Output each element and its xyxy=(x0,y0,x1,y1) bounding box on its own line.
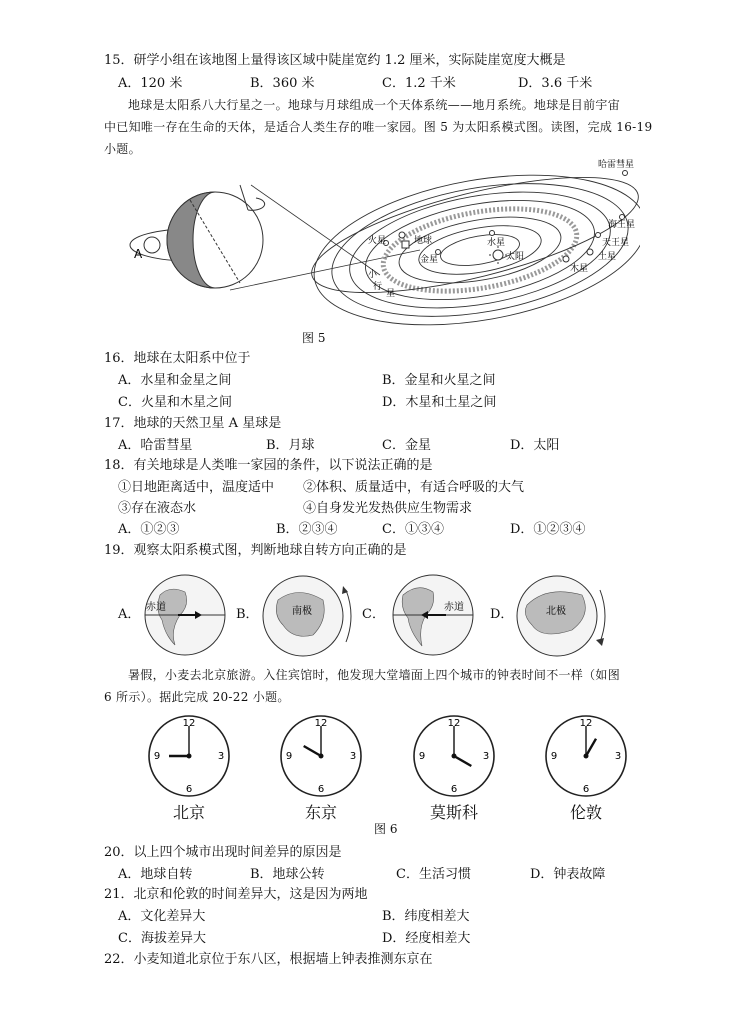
label-venus: 金星 xyxy=(420,255,439,265)
q18-option-a: A．①②③ xyxy=(118,522,180,537)
clock-face xyxy=(542,712,630,800)
label-sun: 太阳 xyxy=(506,252,525,262)
label-a: A xyxy=(134,247,143,261)
q15-option-c: C．1.2 千米 xyxy=(382,76,456,91)
q19-globe-c xyxy=(388,570,478,660)
q19-globe-b xyxy=(258,570,358,662)
q20-option-d: D．钟表故障 xyxy=(530,867,606,882)
intro-paragraph-2 xyxy=(104,664,726,708)
label-neptune: 海王星 xyxy=(608,220,636,230)
intro2-line1: 暑假，小麦去北京旅游。入住宾馆时，他发现大堂墙面上四个城市的钟表时间不一样（如图 xyxy=(128,668,621,682)
clock-numeral: 3 xyxy=(217,751,225,762)
clock-center-dot xyxy=(319,754,324,759)
q18-option-d: D．①②③④ xyxy=(510,522,586,537)
q19-letter-a: A． xyxy=(118,607,141,622)
q18-option-b: B．②③④ xyxy=(276,522,338,537)
clock-city-label: 伦敦 xyxy=(569,803,602,822)
q15-option-b: B．360 米 xyxy=(250,76,315,91)
clock-numeral: 6 xyxy=(317,784,325,795)
q16-stem: 16．地球在太阳系中位于 xyxy=(104,351,251,366)
label-jupiter: 木星 xyxy=(570,264,589,274)
moon-circle xyxy=(144,237,160,253)
clock-numeral: 6 xyxy=(185,784,193,795)
q15-stem: 15．研学小组在该地图上量得该区域中陡崖宽约 1.2 厘米，实际陡崖宽度大概是 xyxy=(104,53,566,68)
q19-label-d: 北极 xyxy=(546,606,566,617)
q16-option-c: C．火星和木星之间 xyxy=(118,395,232,410)
clock-numeral: 6 xyxy=(582,784,590,795)
label-asteroid-3: 星 xyxy=(386,289,396,299)
q19-globe-d xyxy=(512,570,612,662)
q19-letter-d: D． xyxy=(490,607,514,622)
q17-stem: 17．地球的天然卫星 A 星球是 xyxy=(104,416,282,431)
q17-option-c: C．金星 xyxy=(382,438,431,453)
q21-option-a: A．文化差异大 xyxy=(118,909,206,924)
clock-numeral: 9 xyxy=(285,751,293,762)
q17-option-b: B．月球 xyxy=(266,438,315,453)
q17-option-a: A．哈雷彗星 xyxy=(118,438,193,453)
clock-face xyxy=(410,712,498,800)
clock-center-dot xyxy=(187,754,192,759)
clock-numeral: 12 xyxy=(447,718,461,729)
clock-face xyxy=(145,712,233,800)
q21-option-b: B．纬度相差大 xyxy=(382,909,470,924)
intro-paragraph-1 xyxy=(104,94,726,160)
label-asteroid-1: 小 xyxy=(368,270,378,280)
intro1-line3: 小题。 xyxy=(104,142,141,156)
q20-stem: 20．以上四个城市出现时间差异的原因是 xyxy=(104,845,342,860)
clock-city-label: 北京 xyxy=(172,803,205,822)
q16-option-a: A．水星和金星之间 xyxy=(118,373,232,388)
q19-label-b: 南极 xyxy=(292,606,312,617)
intro2-line2: 6 所示）。据此完成 20-22 小题。 xyxy=(104,690,290,704)
clock-numeral: 12 xyxy=(579,718,593,729)
intro1-line2: 中已知唯一存在生命的天体，是适合人类生存的唯一家园。图 5 为太阳系模式图。读图，完成 16-19 xyxy=(104,120,653,134)
q19-stem: 19．观察太阳系模式图，判断地球自转方向正确的是 xyxy=(104,543,407,558)
clock-city-label: 莫斯科 xyxy=(429,803,478,822)
q19-globe-a xyxy=(140,570,230,660)
q18-option-c: C．①③④ xyxy=(382,522,444,537)
q17-option-d: D．太阳 xyxy=(510,438,560,453)
label-asteroid-2: 行 xyxy=(373,282,383,292)
label-saturn: 土星 xyxy=(598,252,617,262)
figure-6-caption: 图 6 xyxy=(374,822,398,836)
label-uranus: 天王星 xyxy=(602,238,630,248)
q18-item-2: ②体积、质量适中，有适合呼吸的大气 xyxy=(303,480,525,495)
q15-option-a: A．120 米 xyxy=(118,76,183,91)
clock-center-dot xyxy=(584,754,589,759)
q22-stem: 22．小麦知道北京位于东八区，根据墙上钟表推测东京在 xyxy=(104,952,433,967)
q18-item-3: ③存在液态水 xyxy=(118,501,197,516)
clock-numeral: 9 xyxy=(418,751,426,762)
q21-option-c: C．海拔差异大 xyxy=(118,931,206,946)
clock-numeral: 3 xyxy=(614,751,622,762)
label-mars: 火星 xyxy=(368,236,387,246)
figure-5-caption: 图 5 xyxy=(302,331,326,345)
clock-numeral: 3 xyxy=(349,751,357,762)
q18-stem: 18．有关地球是人类唯一家园的条件，以下说法正确的是 xyxy=(104,458,433,473)
clock-numeral: 9 xyxy=(550,751,558,762)
clock-numeral: 12 xyxy=(182,718,196,729)
clock-numeral: 3 xyxy=(482,751,490,762)
q19-d-arrow-icon xyxy=(596,638,604,646)
intro1-line1: 地球是太阳系八大行星之一。地球与月球组成一个天体系统——地月系统。地球是目前宇宙 xyxy=(128,98,621,112)
figure-5-solar-system xyxy=(120,155,640,335)
label-halley: 哈雷彗星 xyxy=(598,160,635,170)
q19-letter-b: B． xyxy=(236,607,259,622)
label-mercury: 水星 xyxy=(487,238,506,248)
q19-label-c: 赤道 xyxy=(444,602,464,613)
q21-stem: 21．北京和伦敦的时间差异大，这是因为两地 xyxy=(104,887,368,902)
label-earth: 地球 xyxy=(414,236,433,246)
q15-option-d: D．3.6 千米 xyxy=(518,76,593,91)
orbits xyxy=(302,155,640,335)
q16-option-d: D．木星和土星之间 xyxy=(382,395,497,410)
sun-icon xyxy=(493,250,503,260)
q18-item-4: ④自身发光发热供应生物需求 xyxy=(303,501,473,516)
q20-option-a: A．地球自转 xyxy=(118,867,193,882)
clock-numeral: 6 xyxy=(450,784,458,795)
q19-letter-c: C． xyxy=(362,607,385,622)
q19-label-a: 赤道 xyxy=(146,602,166,613)
clock-numeral: 12 xyxy=(314,718,328,729)
q21-option-d: D．经度相差大 xyxy=(382,931,471,946)
q18-item-1: ①日地距离适中，温度适中 xyxy=(118,480,275,495)
clock-center-dot xyxy=(452,754,457,759)
q16-option-b: B．金星和火星之间 xyxy=(382,373,496,388)
clock-numeral: 9 xyxy=(153,751,161,762)
q20-option-b: B．地球公转 xyxy=(250,867,325,882)
clock-face xyxy=(277,712,365,800)
clock-city-label: 东京 xyxy=(304,803,337,822)
q20-option-c: C．生活习惯 xyxy=(396,867,471,882)
